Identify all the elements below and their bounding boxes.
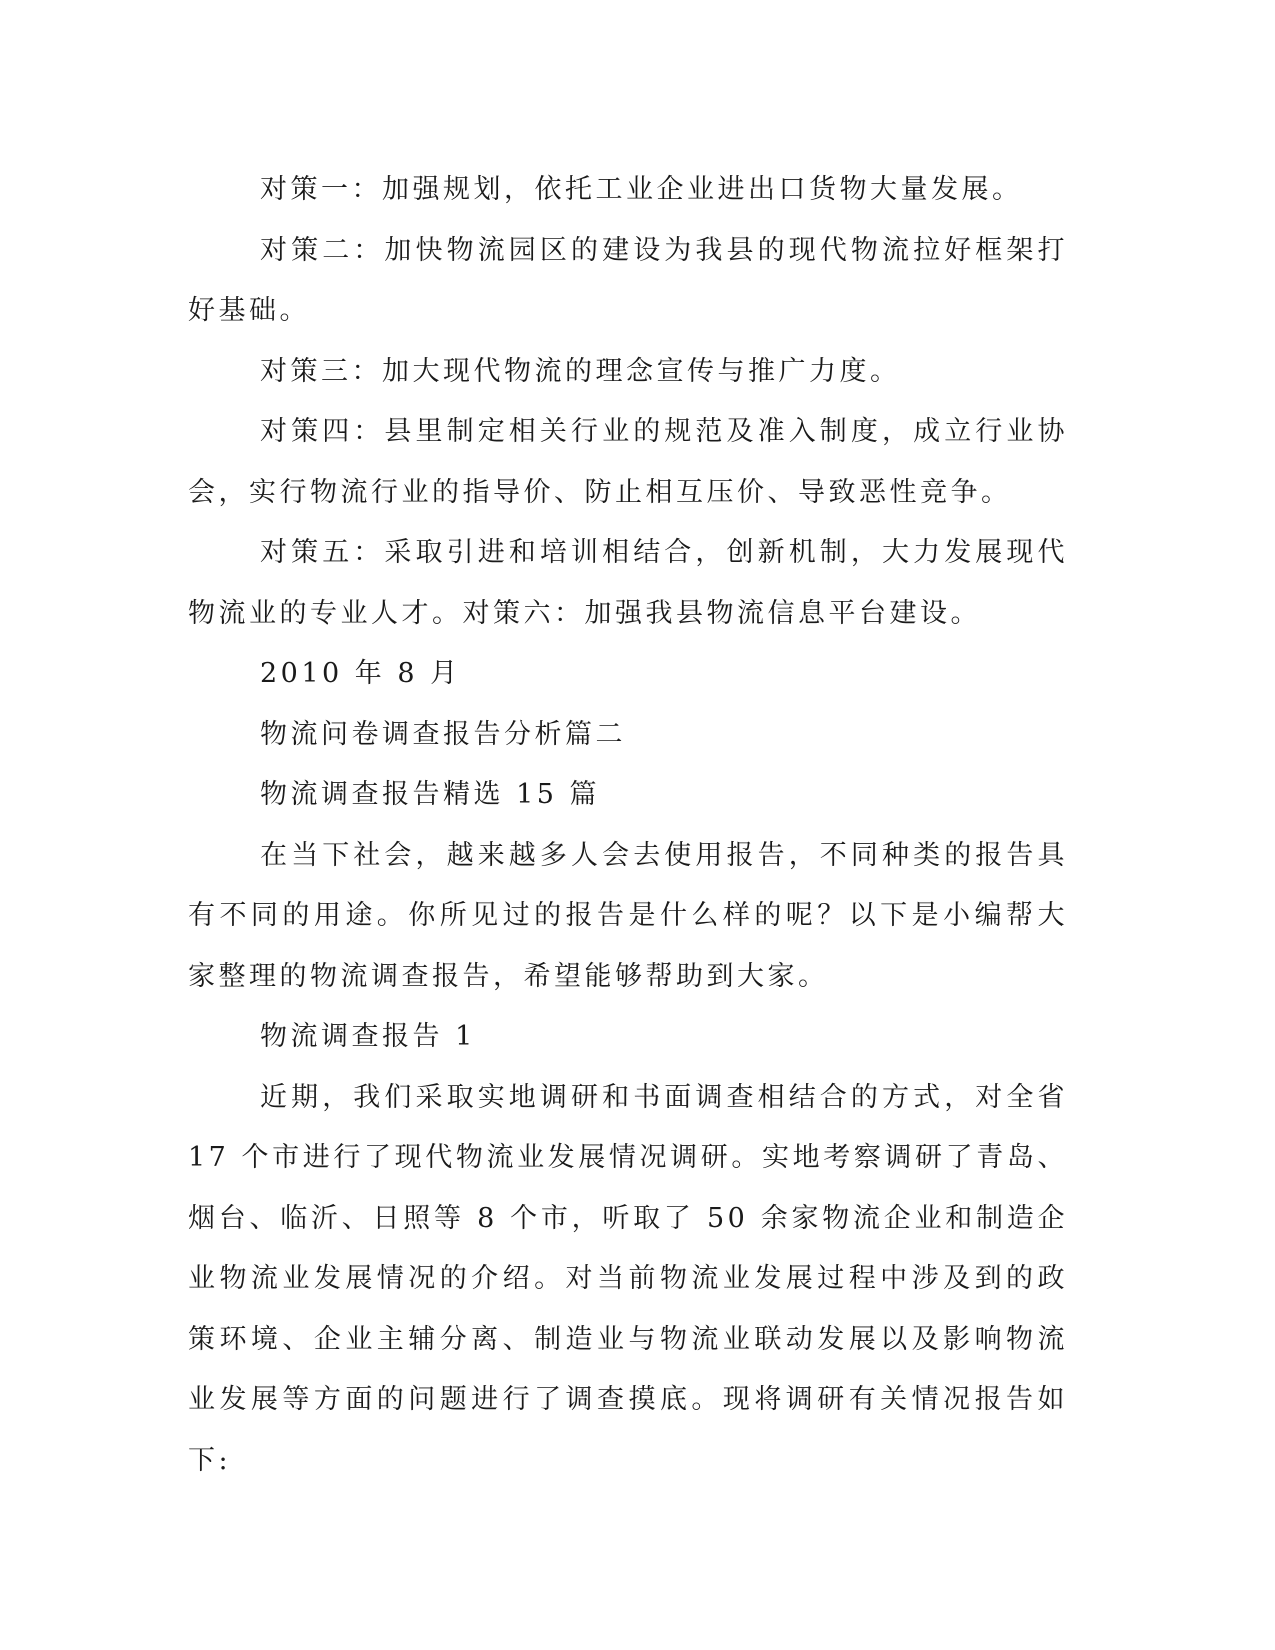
paragraph-strategy-5-6: 对策五：采取引进和培训相结合，创新机制，大力发展现代物流业的专业人才。对策六：加强我县物流信息平台建设。 (188, 537, 1068, 629)
report-heading: 物流调查报告 1 (260, 1021, 476, 1052)
collection-title: 物流调查报告精选 15 篇 (260, 779, 601, 810)
section-title: 物流问卷调查报告分析篇二 (260, 718, 626, 750)
paragraph-strategy-3: 对策三：加大现代物流的理念宣传与推广力度。 (260, 355, 901, 387)
intro-paragraph: 在当下社会，越来越多人会去使用报告，不同种类的报告具有不同的用途。你所见过的报告是什么样的呢？以下是小编帮大家整理的物流调查报告，希望能够帮助到大家。 (188, 839, 1068, 992)
date-line: 2010 年 8 月 (260, 658, 461, 689)
paragraph-strategy-2: 对策二：加快物流园区的建设为我县的现代物流拉好框架打好基础。 (188, 234, 1068, 326)
paragraph-strategy-4: 对策四：县里制定相关行业的规范及准入制度，成立行业协会，实行物流行业的指导价、防止相互压价、导致恶性竞争。 (188, 416, 1068, 508)
document-body (188, 160, 1068, 1491)
paragraph-strategy-1: 对策一：加强规划，依托工业企业进出口货物大量发展。 (260, 174, 1023, 205)
report-body-paragraph: 近期，我们采取实地调研和书面调查相结合的方式，对全省 17 个市进行了现代物流业发展情况调研。实地考察调研了青岛、烟台、临沂、日照等 8 个市，听取了 50 余家物流企业和制造企业物流业发展情况的介绍。对当前物流业发展过程中涉及到的政策环境、企业主辅分离、制造业与物流业联动发展以及影响物流业发展等方面的问题进行了调查摸底。现将调研有关情况报告如下: (188, 1081, 1068, 1476)
